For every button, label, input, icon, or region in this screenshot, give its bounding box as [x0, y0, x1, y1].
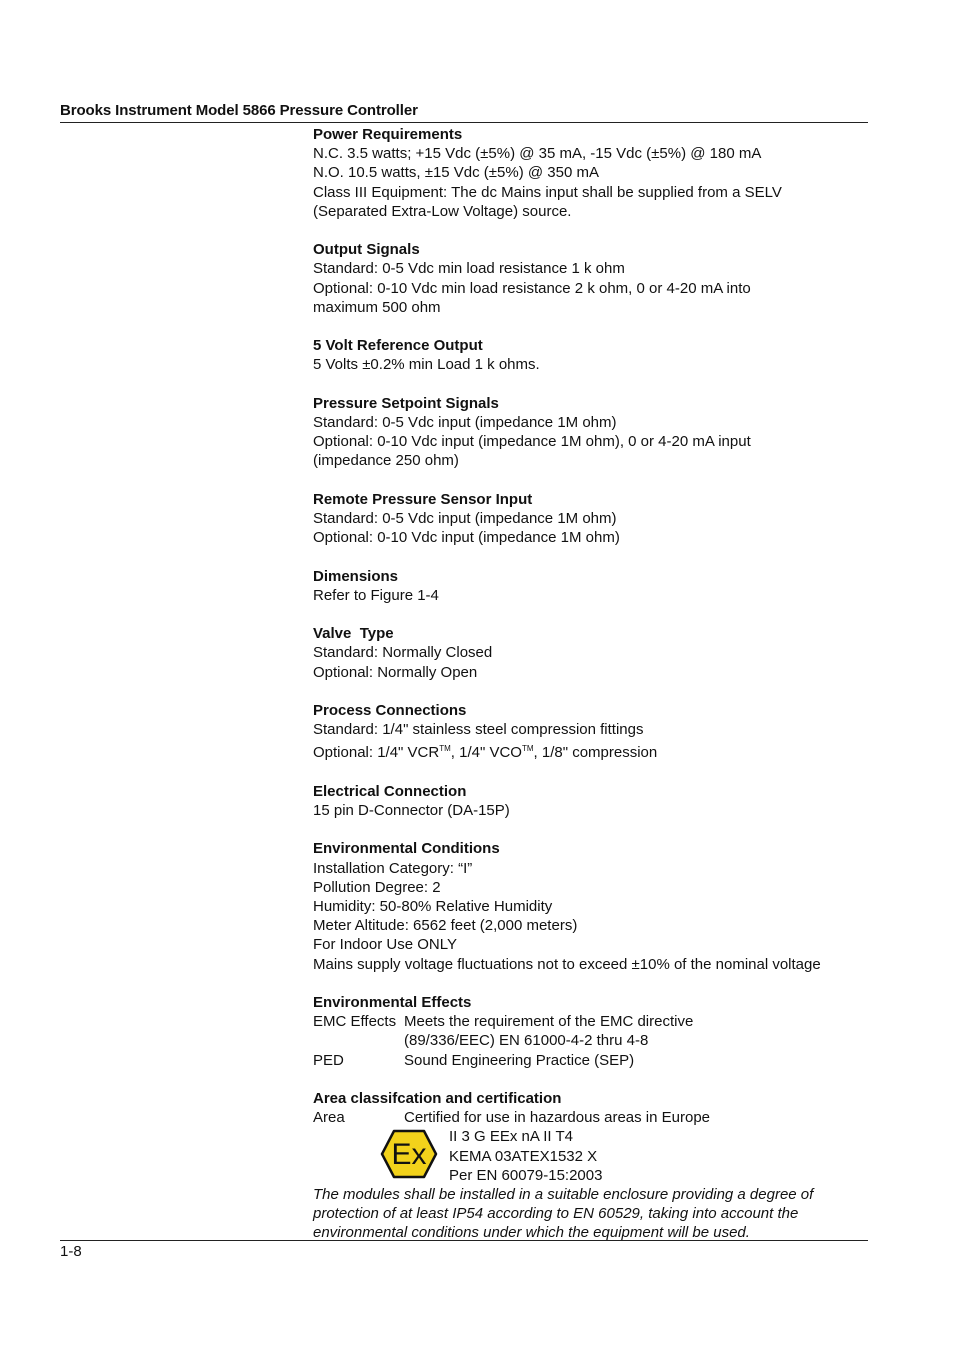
- effects-row: [313, 1012, 858, 1031]
- spec-line: Meter Altitude: 6562 feet (2,000 meters): [313, 917, 578, 935]
- ex-line: KEMA 03ATEX1532 X: [449, 1147, 598, 1165]
- section-environmental-conditions: [313, 839, 858, 973]
- section-title: Power Requirements: [313, 126, 463, 143]
- spec-content: [313, 125, 858, 1243]
- effects-label: EMC Effects: [313, 1013, 397, 1031]
- spec-line: Refer to Figure 1-4: [313, 586, 439, 604]
- area-value: Certified for use in hazardous areas in Europe: [404, 1109, 711, 1127]
- section-title: Process Connections: [313, 701, 467, 719]
- spec-line: Mains supply voltage fluctuations not to exceed ±10% of the nominal voltage: [313, 955, 821, 973]
- section-valve-type: [313, 624, 858, 682]
- section-remote-sensor-input: [313, 490, 858, 548]
- effects-row: [313, 1051, 858, 1070]
- spec-line: (impedance 250 ohm): [313, 452, 459, 470]
- section-setpoint-signals: [313, 394, 858, 471]
- spec-line: [313, 739, 858, 762]
- section-title: Valve Type: [313, 625, 394, 643]
- spec-line: Standard: Normally Closed: [313, 644, 493, 662]
- spec-line: Standard: 0-5 Vdc input (impedance 1M ohm): [313, 510, 617, 527]
- section-reference-output: [313, 336, 858, 374]
- spec-text: , 1/8" compression: [533, 744, 658, 762]
- section-environmental-effects: [313, 993, 858, 1070]
- trademark-mark: TM: [521, 744, 534, 754]
- spec-line: N.O. 10.5 watts, ±15 Vdc (±5%) @ 350 mA: [313, 164, 599, 182]
- spec-line: (Separated Extra-Low Voltage) source.: [313, 202, 572, 220]
- trademark-mark: TM: [439, 744, 451, 754]
- section-process-connections: [313, 701, 858, 763]
- spec-line: Humidity: 50-80% Relative Humidity: [313, 897, 553, 915]
- spec-line: N.C. 3.5 watts; +15 Vdc (±5%) @ 35 mA, -15 Vdc (±5%) @ 180 mA: [313, 145, 762, 163]
- footer-rule: [60, 1240, 868, 1241]
- enclosure-note: The modules shall be installed in a suitable enclosure providing a degree of protection of at least IP54 according to EN 60529, taking into account the environmental conditions under which the equipment will be used.: [313, 1186, 814, 1242]
- page-header-title: Brooks Instrument Model 5866 Pressure Controller: [60, 102, 418, 119]
- ex-logo-text: Ex: [391, 1138, 427, 1172]
- spec-line: Class III Equipment: The dc Mains input shall be supplied from a SELV: [313, 183, 782, 201]
- ex-certification-block: [313, 1127, 858, 1185]
- section-area-classification: [313, 1089, 858, 1243]
- section-power-requirements: [313, 125, 858, 221]
- spec-line: Installation Category: “I”: [313, 859, 473, 877]
- section-title: Pressure Setpoint Signals: [313, 394, 499, 412]
- effects-value: Meets the requirement of the EMC directive: [404, 1013, 694, 1031]
- area-label: Area: [313, 1109, 345, 1127]
- effects-value: Sound Engineering Practice (SEP): [404, 1051, 635, 1069]
- spec-line: Optional: 0-10 Vdc min load resistance 2 k ohm, 0 or 4-20 mA into: [313, 279, 751, 297]
- section-title: 5 Volt Reference Output: [313, 337, 483, 355]
- effects-label: [313, 1031, 404, 1050]
- section-output-signals: [313, 240, 858, 317]
- spec-line: Optional: Normally Open: [313, 663, 478, 681]
- spec-line: 15 pin D-Connector (DA-15P): [313, 801, 510, 819]
- spec-line: Standard: 1/4" stainless steel compression fittings: [313, 721, 644, 739]
- ex-line: Per EN 60079-15:2003: [449, 1166, 603, 1184]
- section-title: Environmental Effects: [313, 993, 472, 1011]
- section-title: Remote Pressure Sensor Input: [313, 490, 533, 508]
- spec-text: , 1/4" VCO: [450, 744, 522, 762]
- spec-line: Standard: 0-5 Vdc min load resistance 1 k ohm: [313, 260, 625, 278]
- section-title: Environmental Conditions: [313, 840, 500, 858]
- section-title: Output Signals: [313, 241, 420, 259]
- spec-line: Optional: 0-10 Vdc input (impedance 1M ohm): [313, 529, 620, 547]
- ex-certification-lines: [449, 1127, 602, 1185]
- spec-line: For Indoor Use ONLY: [313, 936, 457, 954]
- spec-line: Pollution Degree: 2: [313, 878, 441, 896]
- effects-label: PED: [313, 1051, 344, 1069]
- ex-line: II 3 G EEx nA II T4: [449, 1128, 573, 1146]
- spec-text: Optional: 1/4" VCR: [313, 744, 440, 762]
- header-rule: [60, 122, 868, 123]
- section-title: Dimensions: [313, 567, 399, 585]
- spec-line: Standard: 0-5 Vdc input (impedance 1M ohm): [313, 414, 617, 431]
- section-electrical-connection: [313, 782, 858, 820]
- effects-value: (89/336/EEC) EN 61000-4-2 thru 4-8: [404, 1032, 649, 1050]
- ex-hazard-icon: [313, 1127, 427, 1184]
- section-title: Electrical Connection: [313, 782, 467, 800]
- section-title: Area classifcation and certification: [313, 1089, 562, 1107]
- spec-line: 5 Volts ±0.2% min Load 1 k ohms.: [313, 356, 540, 374]
- page-number: 1-8: [60, 1243, 82, 1260]
- spec-line: maximum 500 ohm: [313, 298, 441, 316]
- area-row: [313, 1108, 858, 1127]
- effects-row: [313, 1031, 858, 1050]
- section-dimensions: [313, 567, 858, 605]
- ex-hazard-svg: [380, 1129, 438, 1179]
- spec-line: Optional: 0-10 Vdc input (impedance 1M ohm), 0 or 4-20 mA input: [313, 433, 751, 451]
